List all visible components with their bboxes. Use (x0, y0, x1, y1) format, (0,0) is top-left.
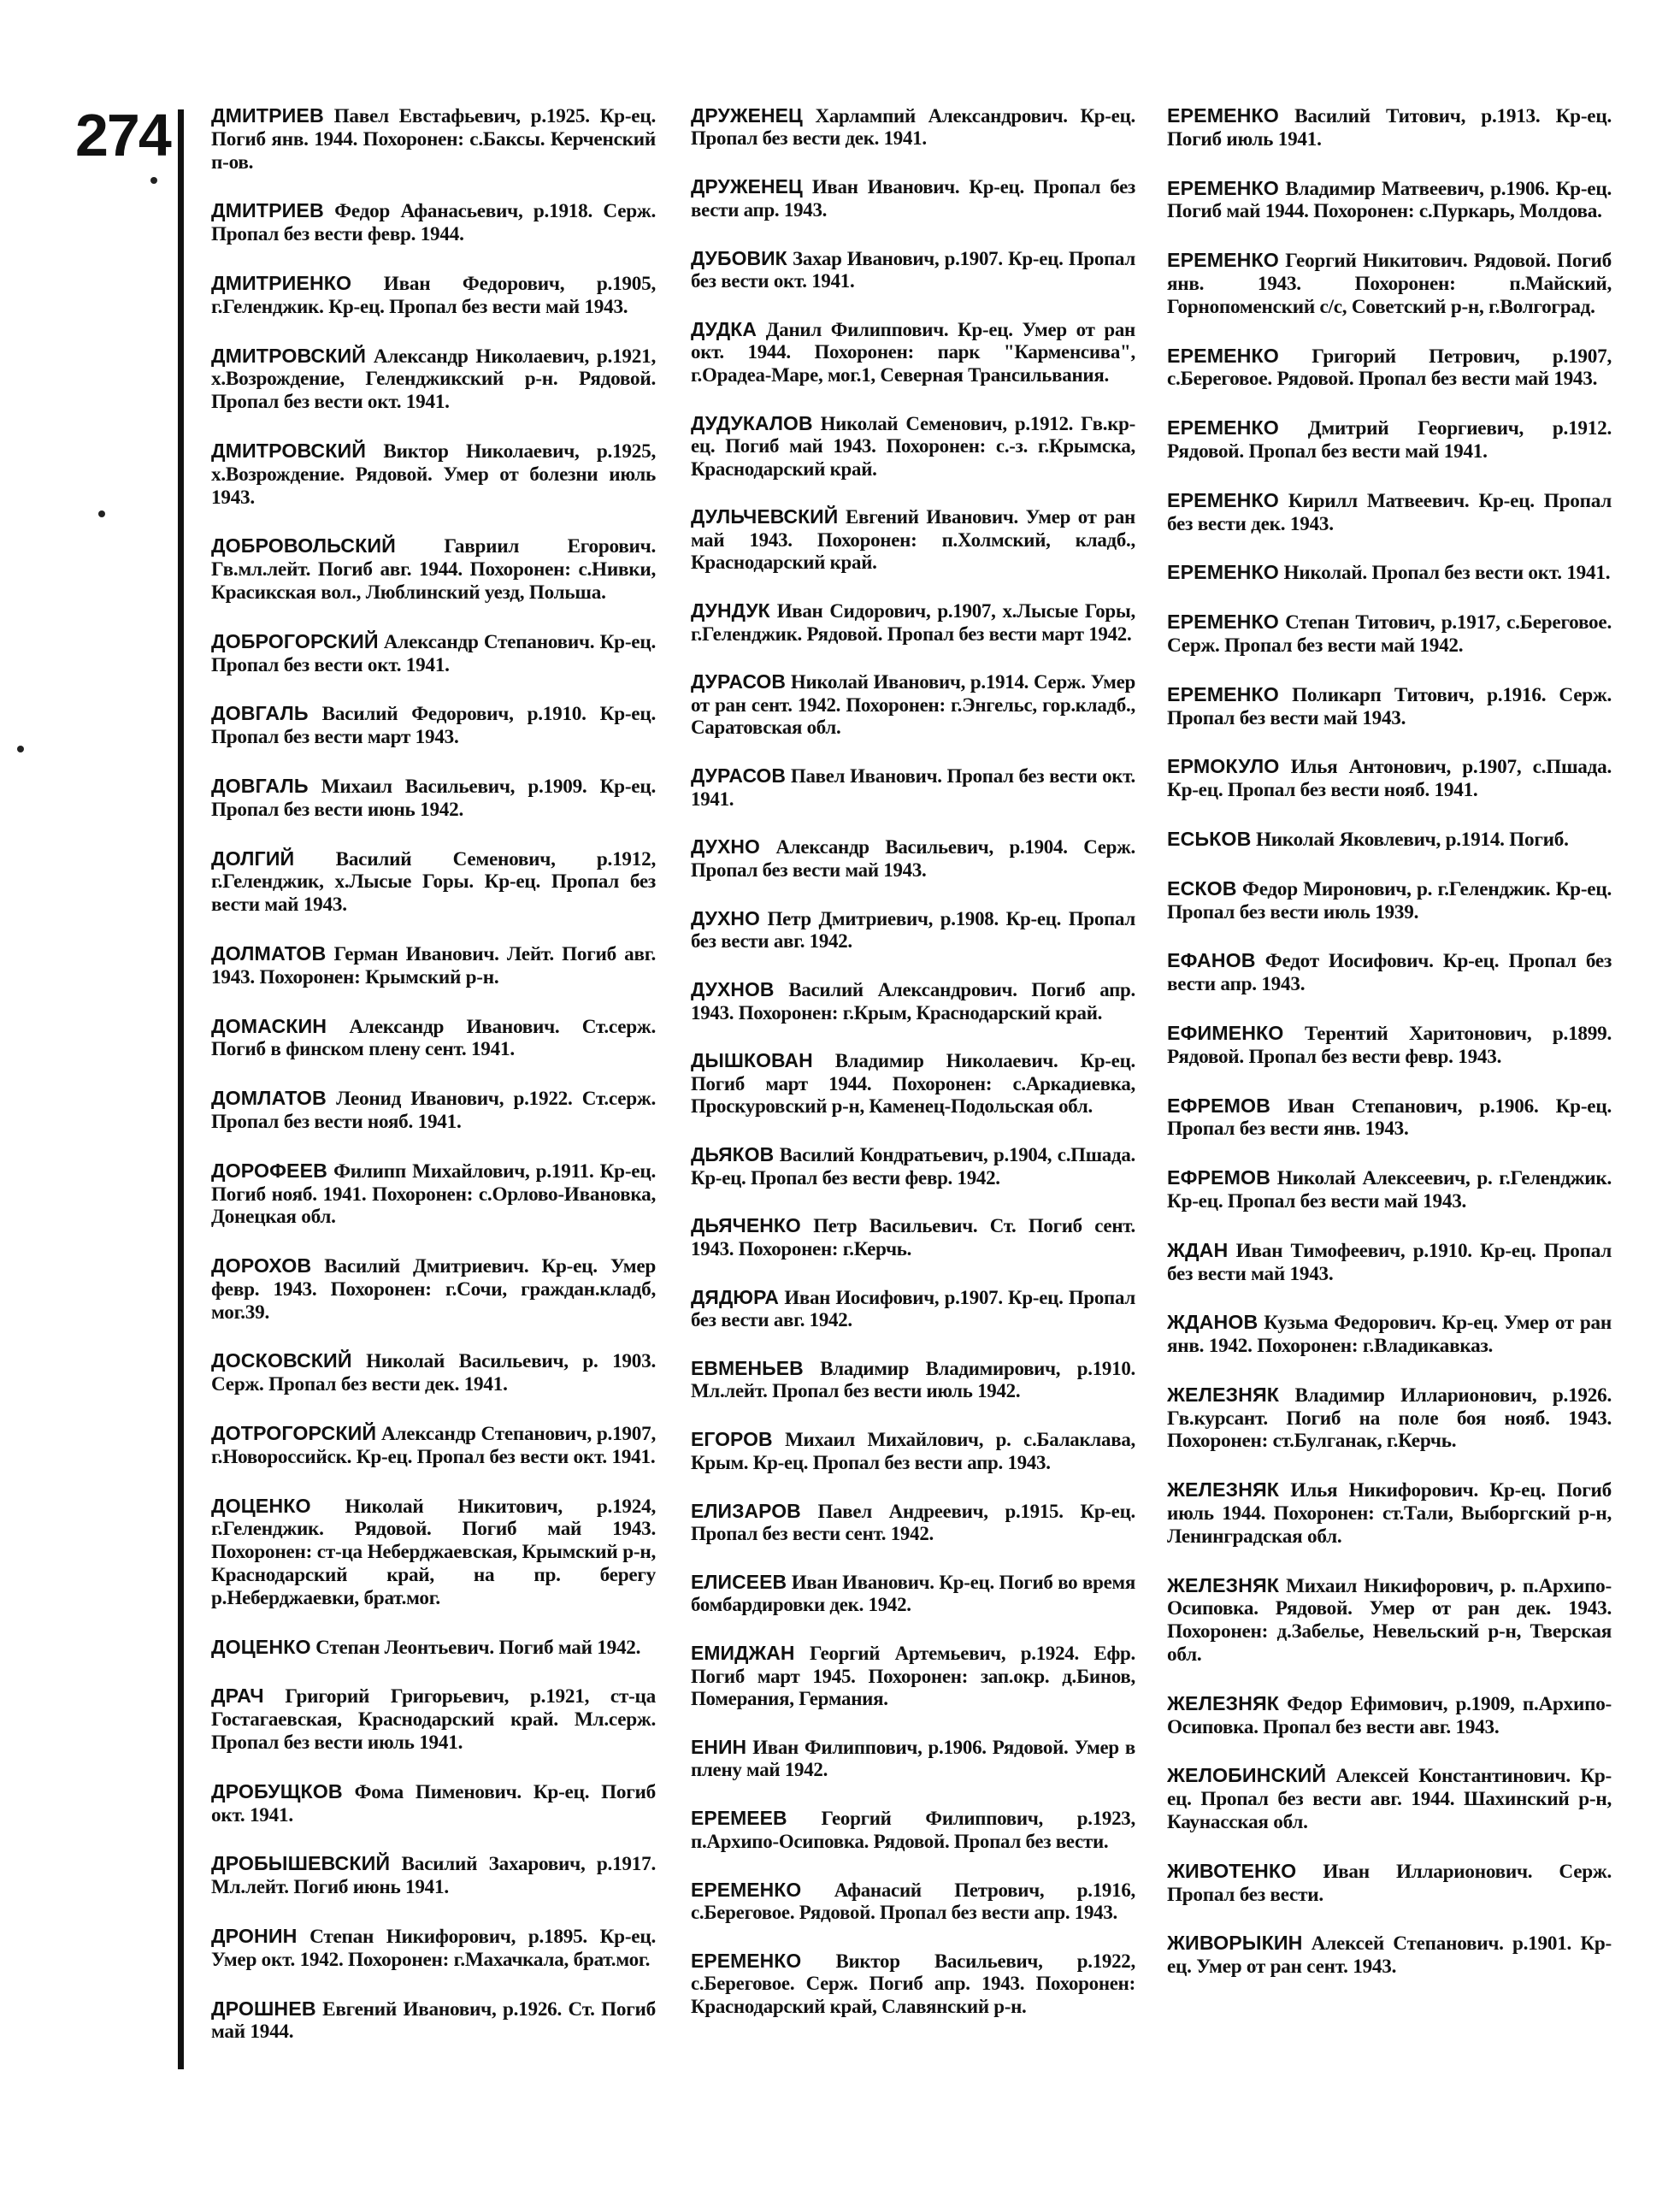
entry-surname: ДУХНО (691, 906, 760, 929)
entry (691, 1736, 1135, 1782)
entry-details: Владимир Илларионович, р.1926. Гв.курсант. Погиб на поле боя нояб. 1943. Похоронен: ст.Булганак, г.Керчь. (1167, 1384, 1612, 1453)
entry-surname: ЕМИДЖАН (691, 1642, 795, 1665)
entry (211, 1636, 656, 1660)
entry-details: Виктор Николаевич, р.1925, х.Возрождение. Рядовой. Умер от болезни июль 1943. (211, 440, 657, 509)
entry (691, 412, 1135, 481)
entry-details: Иван Иванович. Кр-ец. Погиб во время бомбардировки дек. 1942. (691, 1571, 1135, 1616)
entry-details: Степан Никифорович, р.1895. Кр-ец. Умер окт. 1942. Похоронен: г.Махачкала, брат.мог. (211, 1926, 656, 1971)
entry (1167, 1932, 1612, 1979)
entry (1167, 1574, 1612, 1667)
entry-surname: ЕВМЕНЬЕВ (691, 1357, 804, 1380)
entry-details: Герман Иванович. Лейт. Погиб авг. 1943. Похоронен: Крымский р-н. (211, 942, 656, 988)
entry-surname: ДОВГАЛЬ (211, 702, 309, 725)
entry-details: Василий Захарович, р.1917. Мл.лейт. Погиб июнь 1941. (211, 1853, 656, 1899)
entry-surname: ЕСЬКОВ (1167, 827, 1252, 850)
entry-details: Алексей Константинович. Кр-ец. Пропал без вести авг. 1944. Шахинский р-н, Каунасская обл. (1167, 1765, 1612, 1834)
entry-surname: ЖЕЛЕЗНЯК (1167, 1383, 1280, 1406)
entry-surname: ЕРЕМЕНКО (1167, 682, 1279, 705)
entry-surname: ДРОШНЕВ (211, 1997, 316, 2020)
entry (1167, 1860, 1612, 1907)
entry (691, 599, 1135, 646)
entry-surname: ЕЛИЗАРОВ (691, 1499, 801, 1522)
entry-surname: ЕРЕМЕНКО (1167, 104, 1279, 127)
entry-surname: ЖДАНОВ (1167, 1311, 1259, 1334)
entry-details: Георгий Никитович. Рядовой. Погиб янв. 1943. Похоронен: п.Майский, Горнопоменский с/с, Советский р-н, г.Волгоград. (1167, 250, 1612, 318)
entry-surname: ЕРЕМЕНКО (1167, 176, 1279, 199)
entry-details: Степан Титович, р.1917, с.Береговое. Серж. Пропал без вести май 1942. (1167, 611, 1612, 657)
entry-surname: ДОРОФЕЕВ (211, 1159, 328, 1182)
entry-details: Михаил Михайлович, р. с.Балаклава, Крым. Кр-ец. Пропал без вести апр. 1943. (691, 1429, 1135, 1473)
entry (1167, 177, 1612, 224)
entry-details: Василий Федорович, р.1910. Кр-ец. Пропал без вести март 1943. (211, 703, 657, 749)
entry-details: Николай. Пропал без вести окт. 1941. (1283, 562, 1611, 585)
entry (211, 1685, 656, 1754)
entries-column-1 (211, 104, 656, 2069)
entry (211, 1015, 656, 1062)
entry (211, 272, 656, 319)
entry (1167, 828, 1612, 852)
entry-details: Иван Тимофеевич, р.1910. Кр-ец. Пропал без вести май 1943. (1167, 1239, 1612, 1285)
entry-details: Петр Дмитриевич, р.1908. Кр-ец. Пропал без вести авг. 1942. (691, 907, 1135, 953)
entry-surname: ДРАЧ (211, 1685, 264, 1708)
entry (1167, 949, 1612, 996)
entry-details: Дмитрий Георгиевич, р.1912. Рядовой. Пропал без вести май 1941. (1167, 417, 1612, 463)
entry-surname: ДУЛЬЧЕВСКИЙ (691, 505, 839, 528)
entry-details: Георгий Артемьевич, р.1924. Ефр. Погиб март 1945. Похоронен: зап.окр. д.Бинов, Померания, Германия. (691, 1643, 1135, 1710)
margin-dot (17, 746, 24, 752)
entry (211, 1997, 656, 2044)
entry (211, 702, 656, 749)
entry-details: Александр Иванович. Ст.серж. Погиб в финском плену сент. 1941. (211, 1015, 656, 1061)
entry (211, 534, 656, 604)
entry-surname: ДЬЯЧЕНКО (691, 1214, 801, 1237)
entry-surname: ЖДАН (1167, 1238, 1229, 1261)
entry-details: Федот Иосифович. Кр-ец. Пропал без вести апр. 1943. (1167, 950, 1612, 996)
entries-column-2 (691, 104, 1135, 2044)
entry-details: Афанасий Петрович, р.1916, с.Береговое. Рядовой. Пропал без вести апр. 1943. (691, 1879, 1135, 1923)
entry (211, 1087, 656, 1134)
entry-surname: ЕРЕМЕНКО (1167, 561, 1279, 584)
entry (1167, 1166, 1612, 1213)
entry-details: Владимир Матвеевич, р.1906. Кр-ец. Погиб май 1944. Похоронен: с.Пуркарь, Молдова. (1167, 177, 1612, 223)
entry (211, 1159, 656, 1229)
entry (691, 175, 1135, 221)
entry-details: Николай Васильевич, р. 1903. Серж. Пропал без вести дек. 1941. (211, 1350, 656, 1396)
entry (691, 978, 1135, 1024)
entry-details: Владимир Николаевич. Кр-ец. Погиб март 1944. Похоронен: с.Аркадиевка, Проскуровский р-н, Каменец-Подольская обл. (691, 1050, 1135, 1118)
entry-surname: ЕРЕМЕНКО (691, 1949, 802, 1972)
entry (211, 104, 656, 174)
entry-surname: ДУХНО (691, 835, 760, 858)
entry-details: Евгений Иванович. Умер от ран май 1943. Похоронен: п.Холмский, кладб., Краснодарский край. (691, 506, 1135, 574)
entry (1167, 1764, 1612, 1833)
entry (1167, 1384, 1612, 1453)
entry-surname: ЕРЕМЕНКО (1167, 344, 1279, 367)
entry (1167, 416, 1612, 463)
entry-details: Фома Пименович. Кр-ец. Погиб окт. 1941. (211, 1780, 657, 1826)
entry (1167, 1311, 1612, 1358)
entry-surname: ДОЦЕНКО (211, 1494, 311, 1517)
entry (1167, 489, 1612, 536)
entry-details: Илья Антонович, р.1907, с.Пшада. Кр-ец. Пропал без вести нояб. 1941. (1167, 756, 1612, 802)
entry (691, 247, 1135, 293)
entry-details: Александр Степанович, р.1907, г.Новороссийск. Кр-ец. Пропал без вести окт. 1941. (211, 1423, 656, 1468)
entry-surname: ЕРЕМЕНКО (1167, 416, 1279, 440)
entry-surname: ЕФРЕМОВ (1167, 1166, 1270, 1189)
entry (691, 104, 1135, 150)
entry-details: Владимир Владимирович, р.1910. Мл.лейт. Пропал без вести июль 1942. (691, 1358, 1135, 1402)
entry-surname: ЕРЕМЕНКО (691, 1878, 802, 1901)
entry-details: Александр Николаевич, р.1921, х.Возрождение, Геленджикский р-н. Рядовой. Пропал без вести окт. 1941. (211, 345, 656, 414)
entry-details: Захар Иванович, р.1907. Кр-ец. Пропал без вести окт. 1941. (691, 247, 1135, 292)
entry-surname: ДУДУКАЛОВ (691, 411, 813, 434)
entry-details: Степан Леонтьевич. Погиб май 1942. (315, 1636, 641, 1659)
entry-details: Николай Иванович, р.1914. Серж. Умер от ран сент. 1942. Похоронен: г.Энгельс, гор.кладб., Саратовская обл. (691, 671, 1135, 739)
entry-surname: ДУРАСОВ (691, 764, 787, 788)
margin-dot (98, 510, 105, 517)
entry-surname: ЖЕЛЕЗНЯК (1167, 1478, 1280, 1502)
entry (211, 847, 656, 917)
entry-details: Василий Александрович. Погиб апр. 1943. Похоронен: г.Крым, Краснодарский край. (691, 979, 1135, 1024)
entry-surname: ЕРЕМЕЕВ (691, 1807, 787, 1830)
margin-rule (178, 109, 184, 2069)
entry-surname: ДЫШКОВАН (691, 1049, 813, 1072)
entry-surname: ЖЕЛОБИНСКИЙ (1167, 1764, 1327, 1787)
entry-details: Николай Яковлевич, р.1914. Погиб. (1255, 828, 1569, 851)
entry-surname: ЕЛИСЕЕВ (691, 1570, 787, 1593)
entry-surname: ДМИТРОВСКИЙ (211, 439, 367, 462)
entry-surname: ЕРЕМЕНКО (1167, 488, 1279, 511)
entry-details: Харлампий Александрович. Кр-ец. Пропал без вести дек. 1941. (691, 105, 1135, 150)
entry-surname: ЕРМОКУЛО (1167, 755, 1280, 778)
entry-surname: ДМИТРИЕВ (211, 199, 324, 222)
entry (691, 1571, 1135, 1617)
entry-details: Кирилл Матвеевич. Кр-ец. Пропал без вести дек. 1943. (1167, 489, 1612, 535)
entry (1167, 1239, 1612, 1286)
entry (691, 835, 1135, 882)
entry (1167, 249, 1612, 318)
entry-surname: ЖИВОТЕНКО (1167, 1859, 1297, 1882)
entry-surname: ДРОБУЩКОВ (211, 1779, 343, 1803)
entry-surname: ЖЕЛЕЗНЯК (1167, 1573, 1280, 1596)
entry-surname: ДУДКА (691, 317, 757, 340)
entry (211, 630, 656, 677)
entry-details: Илья Никифорович. Кр-ец. Погиб июль 1944. Похоронен: ст.Тали, Выборгский р-н, Ленинградская обл. (1167, 1479, 1612, 1548)
entry (691, 1214, 1135, 1260)
entry (691, 1428, 1135, 1474)
entry-surname: ДОЛГИЙ (211, 847, 295, 870)
entry-surname: ДУРАСОВ (691, 670, 787, 693)
entry-surname: ДРОНИН (211, 1925, 298, 1948)
entry-details: Терентий Харитонович, р.1899. Рядовой. Пропал без вести февр. 1943. (1167, 1022, 1612, 1068)
entry-details: Николай Семенович, р.1912. Гв.кр-ец. Погиб май 1943. Похоронен: с.-з. г.Крымска, Краснодарский край. (691, 412, 1135, 480)
entry-surname: ДРОБЫШЕВСКИЙ (211, 1852, 391, 1875)
entry (691, 764, 1135, 811)
entry-surname: ДЬЯКОВ (691, 1143, 775, 1166)
entry-surname: ДОБРОВОЛЬСКИЙ (211, 534, 396, 558)
entry-details: Иван Филиппович, р.1906. Рядовой. Умер в плену май 1942. (691, 1736, 1135, 1781)
entry (691, 1642, 1135, 1710)
entry (1167, 683, 1612, 730)
page-number: 274 (75, 102, 170, 168)
entry-details: Виктор Васильевич, р.1922, с.Береговое. Серж. Погиб апр. 1943. Похоронен: Краснодарский край, Славянский р-н. (691, 1950, 1135, 2017)
entry-details: Иван Иосифович, р.1907. Кр-ец. Пропал без вести авг. 1942. (691, 1286, 1135, 1331)
entry-surname: ЕРЕМЕНКО (1167, 611, 1279, 634)
entry-surname: ДМИТРОВСКИЙ (211, 344, 367, 367)
entry (1167, 104, 1612, 151)
entry-surname: ДУНДУК (691, 599, 770, 622)
entry (211, 775, 656, 822)
entry-details: Иван Степанович, р.1906. Кр-ец. Пропал без вести янв. 1943. (1167, 1094, 1612, 1141)
entry-surname: ДОМАСКИН (211, 1014, 327, 1037)
entry-surname: ДОРОХОВ (211, 1254, 312, 1277)
entry-surname: ДОСКОВСКИЙ (211, 1349, 352, 1372)
entry-surname: ДМИТРИЕВ (211, 104, 324, 127)
entry (211, 1349, 656, 1396)
entry-details: Николай Алексеевич, р. г.Геленджик. Кр-ец. Пропал без вести май 1943. (1167, 1167, 1612, 1213)
entry-details: Данил Филиппович. Кр-ец. Умер от ран окт. 1944. Похоронен: парк "Карменсива", г.Орадеа-Маре, мог.1, Северная Трансильвания. (691, 318, 1135, 386)
entry-details: Василий Семенович, р.1912, г.Геленджик, х.Лысые Горы. Кр-ец. Пропал без вести май 1943. (211, 847, 657, 917)
entry-surname: ЕСКОВ (1167, 876, 1237, 900)
entry (1167, 1094, 1612, 1142)
entry-details: Михаил Васильевич, р.1909. Кр-ец. Пропал без вести июнь 1942. (211, 775, 656, 821)
entry-surname: ДОЦЕНКО (211, 1635, 311, 1658)
entry (211, 1422, 656, 1469)
entry (1167, 755, 1612, 802)
entry-details: Евгений Иванович, р.1926. Ст. Погиб май 1944. (211, 1997, 656, 2044)
entry-details: Гавриил Егорович. Гв.мл.лейт. Погиб авг. 1944. Похоронен: с.Нивки, Красикская вол., Люблинский уезд, Польша. (211, 535, 657, 604)
entry-details: Федор Ефимович, р.1909, п.Архипо-Осиповка. Пропал без вести авг. 1943. (1167, 1692, 1612, 1738)
entry (691, 1950, 1135, 2018)
entry (211, 1254, 656, 1324)
entry-details: Кузьма Федорович. Кр-ец. Умер от ран янв. 1942. Похоронен: г.Владикавказ. (1167, 1312, 1612, 1358)
entry-details: Филипп Михайлович, р.1911. Кр-ец. Погиб нояб. 1941. Похоронен: с.Орлово-Ивановка, Донецкая обл. (211, 1159, 656, 1229)
entry-details: Федор Миронович, р. г.Геленджик. Кр-ец. Пропал без вести июль 1939. (1167, 877, 1612, 923)
entry (691, 1807, 1135, 1853)
entry-details: Иван Сидорович, р.1907, х.Лысые Горы, г.Геленджик. Рядовой. Пропал без вести март 1942. (691, 600, 1135, 645)
entry-details: Григорий Петрович, р.1907, с.Береговое. Рядовой. Пропал без вести май 1943. (1167, 345, 1612, 391)
entry (691, 1879, 1135, 1925)
entry-details: Василий Дмитриевич. Кр-ец. Умер февр. 1943. Похоронен: г.Сочи, граждан.кладб, мог.39. (211, 1255, 657, 1324)
entry-surname: ЕФРЕМОВ (1167, 1094, 1270, 1117)
entry-surname: ДЯДЮРА (691, 1285, 780, 1308)
entry (211, 1780, 656, 1827)
entry (211, 345, 656, 414)
entry-details: Поликарп Титович, р.1916. Серж. Пропал без вести май 1943. (1167, 683, 1612, 729)
entry (691, 1500, 1135, 1546)
entry-surname: ДРУЖЕНЕЦ (691, 104, 803, 127)
entry-surname: ДОБРОГОРСКИЙ (211, 629, 379, 652)
entry (1167, 611, 1612, 658)
entry-details: Василий Кондратьевич, р.1904, с.Пшада. Кр-ец. Пропал без вести февр. 1942. (691, 1144, 1135, 1189)
entry-surname: ЕФАНОВ (1167, 949, 1256, 972)
entry (211, 199, 656, 246)
entry-surname: ДОМЛАТОВ (211, 1087, 327, 1110)
entry-details: Григорий Григорьевич, р.1921, ст-ца Гостагаевская, Краснодарский край. Мл.серж. Пропал без вести июль 1941. (211, 1685, 657, 1755)
entry (211, 1925, 656, 1972)
entry-surname: ДУХНОВ (691, 978, 775, 1001)
entry (211, 1852, 656, 1899)
entry (1167, 345, 1612, 392)
entry-surname: ДОТРОГОРСКИЙ (211, 1422, 377, 1445)
entry-details: Петр Васильевич. Ст. Погиб сент. 1943. Похоронен: г.Керчь. (691, 1215, 1135, 1260)
entry-details: Иван Илларионович. Серж. Пропал без вести. (1167, 1860, 1612, 1906)
entry-details: Иван Федорович, р.1905, г.Геленджик. Кр-ец. Пропал без вести май 1943. (211, 272, 656, 318)
entry-surname: ДУБОВИК (691, 246, 787, 269)
entry (691, 907, 1135, 953)
entry-details: Павел Андреевич, р.1915. Кр-ец. Пропал без вести сент. 1942. (691, 1500, 1135, 1545)
entry-details: Василий Титович, р.1913. Кр-ец. Погиб июль 1941. (1167, 105, 1612, 150)
entry-details: Павел Иванович. Пропал без вести окт. 1941. (691, 765, 1135, 810)
entry-details: Леонид Иванович, р.1922. Ст.серж. Пропал без вести нояб. 1941. (211, 1088, 657, 1133)
entry (211, 1495, 656, 1610)
entry (1167, 1022, 1612, 1069)
entry (691, 670, 1135, 739)
entry (691, 1357, 1135, 1403)
entry-details: Павел Евстафьевич, р.1925. Кр-ец. Погиб янв. 1944. Похоронен: с.Баксы. Керченский п-ов. (211, 105, 656, 174)
entry-surname: ЕФИМЕНКО (1167, 1021, 1284, 1044)
entry (1167, 877, 1612, 924)
entry-surname: ДОЛМАТОВ (211, 941, 327, 965)
entry-surname: ДОВГАЛЬ (211, 774, 309, 797)
entry (1167, 1692, 1612, 1739)
entry (1167, 1478, 1612, 1548)
entry-details: Александр Васильевич, р.1904. Серж. Пропал без вести май 1943. (691, 836, 1135, 881)
entry-details: Федор Афанасьевич, р.1918. Серж. Пропал без вести февр. 1944. (211, 200, 656, 246)
entry-details: Николай Никитович, р.1924, г.Геленджик. Рядовой. Погиб май 1943. Похоронен: ст-ца Неберджаевская, Крымский р-н, Краснодарский край, на пр. берегу р.Неберджаевки, брат.мог. (211, 1495, 656, 1609)
entry-surname: ЕРЕМЕНКО (1167, 249, 1279, 272)
entry-surname: ДРУЖЕНЕЦ (691, 175, 803, 198)
entry-details: Александр Степанович. Кр-ец. Пропал без вести окт. 1941. (211, 630, 656, 676)
entry (1167, 561, 1612, 585)
entry-details: Алексей Степанович. р.1901. Кр-ец. Умер от ран сент. 1943. (1167, 1932, 1612, 1979)
entry-surname: ЖЕЛЕЗНЯК (1167, 1691, 1280, 1714)
entry-details: Иван Иванович. Кр-ец. Пропал без вести апр. 1943. (691, 176, 1135, 221)
entry-surname: ЕГОРОВ (691, 1428, 773, 1451)
margin-dot (150, 177, 157, 184)
entry-surname: ДМИТРИЕНКО (211, 271, 352, 294)
entries-column-3 (1167, 104, 1612, 2004)
entry (691, 1286, 1135, 1332)
entry (211, 440, 656, 509)
entry (691, 505, 1135, 574)
entry (691, 1143, 1135, 1189)
entry-details: Георгий Филиппович, р.1923, п.Архипо-Осиповка. Рядовой. Пропал без вести. (691, 1808, 1135, 1852)
entry (691, 1049, 1135, 1118)
entry-surname: ЕНИН (691, 1735, 747, 1758)
entry-details: Михаил Никифорович, р. п.Архипо-Осиповка. Рядовой. Умер от ран дек. 1943. Похоронен: д.Забелье, Невельский р-н, Тверская обл. (1167, 1574, 1612, 1667)
entry (691, 318, 1135, 386)
entry-surname: ЖИВОРЫКИН (1167, 1932, 1303, 1955)
entry (211, 942, 656, 989)
